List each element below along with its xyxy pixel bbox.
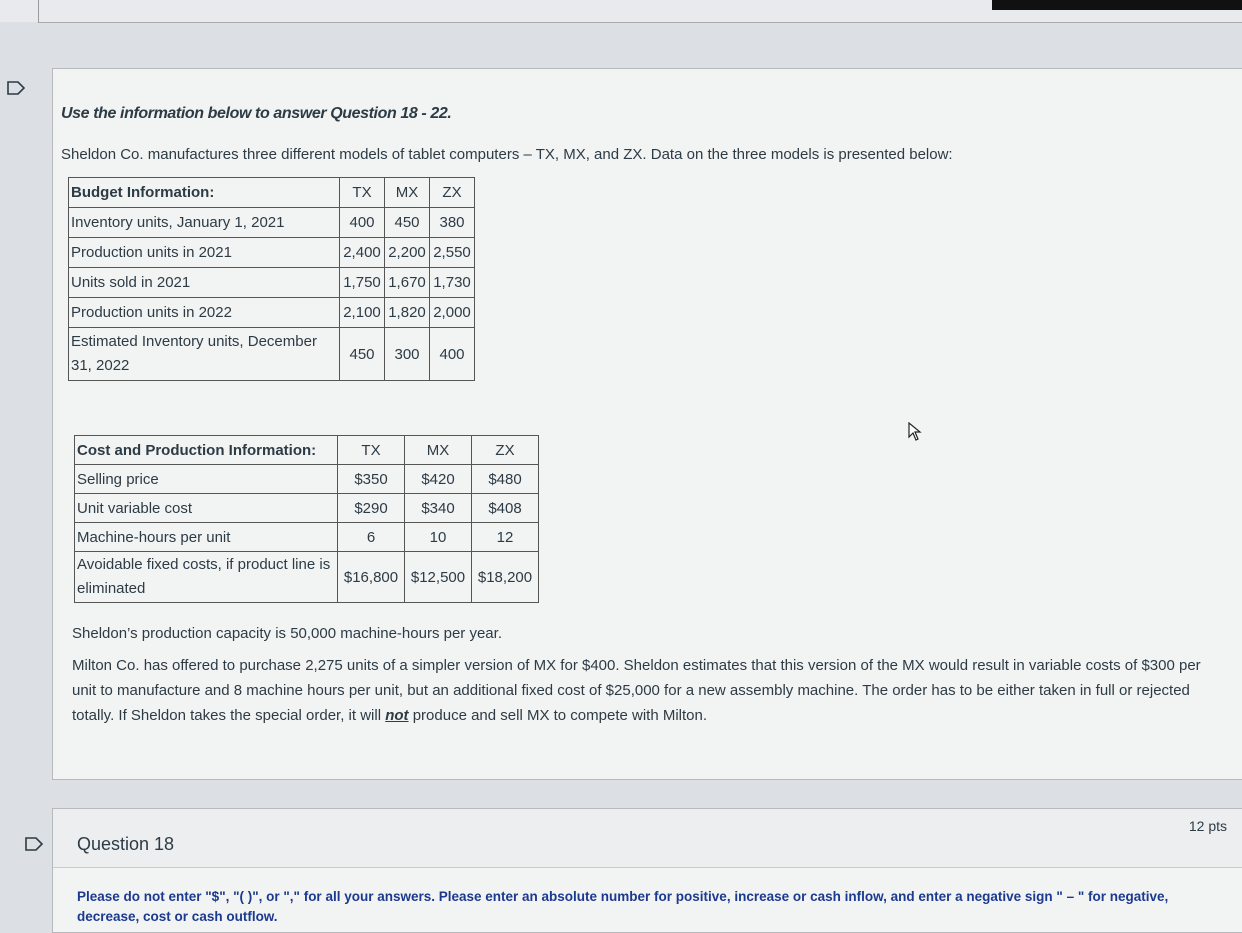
mouse-cursor-icon [908, 422, 924, 442]
table-cell: Budget Information: [69, 178, 340, 208]
table-cell: 380 [430, 208, 475, 238]
table-cell: Production units in 2022 [69, 298, 340, 328]
table-cell: $408 [472, 494, 539, 523]
capacity-text: Sheldon’s production capacity is 50,000 machine-hours per year. [72, 625, 502, 642]
table-cell: MX [405, 436, 472, 465]
table-cell: 12 [472, 523, 539, 552]
special-order-text-part: Milton Co. has offered to purchase 2,275 units of a simpler version of MX for $400. Sheldon estimates that this version of the MX would result in variable costs of $300 per unit to manufacture and 8 machine hours per unit, but an additional fixed cost of $25,000 for a new assembly machine. The order has to be either taken in full or rejected totally. If Sheldon takes the special order, it will [72, 657, 1201, 724]
table-row [75, 552, 539, 603]
table-cell: 1,820 [385, 298, 430, 328]
table-row [69, 208, 475, 238]
table-cell: 2,100 [340, 298, 385, 328]
table-row [75, 523, 539, 552]
table-cell: Unit variable cost [75, 494, 338, 523]
table-cell: $18,200 [472, 552, 539, 603]
table-cell: Machine-hours per unit [75, 523, 338, 552]
table-row [75, 494, 539, 523]
table-cell: Selling price [75, 465, 338, 494]
table-row [69, 268, 475, 298]
table-cell: 2,550 [430, 238, 475, 268]
table-cell: Estimated Inventory units, December 31, 2022 [69, 328, 340, 381]
flag-question-18-icon[interactable] [24, 836, 44, 852]
dark-band [992, 0, 1242, 10]
intro-text: Sheldon Co. manufactures three different models of tablet computers – TX, MX, and ZX. Data on the three models is presented below: [61, 146, 953, 163]
table-cell: Cost and Production Information: [75, 436, 338, 465]
table-cell: 1,670 [385, 268, 430, 298]
table-cell: 300 [385, 328, 430, 381]
table-cell: $480 [472, 465, 539, 494]
emphasis-not: not [385, 707, 409, 724]
table-cell: $290 [338, 494, 405, 523]
table-cell: 450 [340, 328, 385, 381]
table-row [75, 465, 539, 494]
table-cell: $340 [405, 494, 472, 523]
flag-question-icon[interactable] [6, 80, 26, 96]
table-cell: 10 [405, 523, 472, 552]
question-points: 12 pts [1188, 818, 1227, 834]
table-cell: $350 [338, 465, 405, 494]
table-cell: Avoidable fixed costs, if product line is eliminated [75, 552, 338, 603]
top-strip [0, 0, 1242, 22]
question-header [53, 809, 1242, 868]
budget-table [68, 177, 475, 381]
table-cell: 2,400 [340, 238, 385, 268]
table-cell: 6 [338, 523, 405, 552]
table-cell: ZX [430, 178, 475, 208]
question-title: Question 18 [77, 834, 175, 854]
table-row [69, 298, 475, 328]
table-header-row [69, 178, 475, 208]
table-cell: Production units in 2021 [69, 238, 340, 268]
table-cell: 400 [340, 208, 385, 238]
cost-table [74, 435, 539, 603]
question-card [52, 808, 1242, 933]
special-order-text [72, 653, 1222, 728]
special-order-text-part: produce and sell MX to compete with Milton. [408, 707, 708, 724]
table-header-row [75, 436, 539, 465]
table-cell: TX [338, 436, 405, 465]
info-card [52, 68, 1242, 780]
table-row [69, 328, 475, 381]
table-cell: 2,200 [385, 238, 430, 268]
table-cell: $12,500 [405, 552, 472, 603]
table-cell: $420 [405, 465, 472, 494]
table-cell: Units sold in 2021 [69, 268, 340, 298]
table-cell: 450 [385, 208, 430, 238]
table-cell: Inventory units, January 1, 2021 [69, 208, 340, 238]
table-cell: TX [340, 178, 385, 208]
table-cell: $16,800 [338, 552, 405, 603]
table-cell: MX [385, 178, 430, 208]
instruction-text: Use the information below to answer Question 18 - 22. [61, 105, 452, 122]
table-cell: ZX [472, 436, 539, 465]
table-cell: 2,000 [430, 298, 475, 328]
question-note: Please do not enter "$", "( )", or "," for all your answers. Please enter an absolute number for positive, increase or cash inflow, and enter a negative sign " – " for negative, decrease, cost or cash outflow. [77, 889, 1169, 924]
table-cell: 400 [430, 328, 475, 381]
table-cell: 1,750 [340, 268, 385, 298]
table-cell: 1,730 [430, 268, 475, 298]
table-row [69, 238, 475, 268]
